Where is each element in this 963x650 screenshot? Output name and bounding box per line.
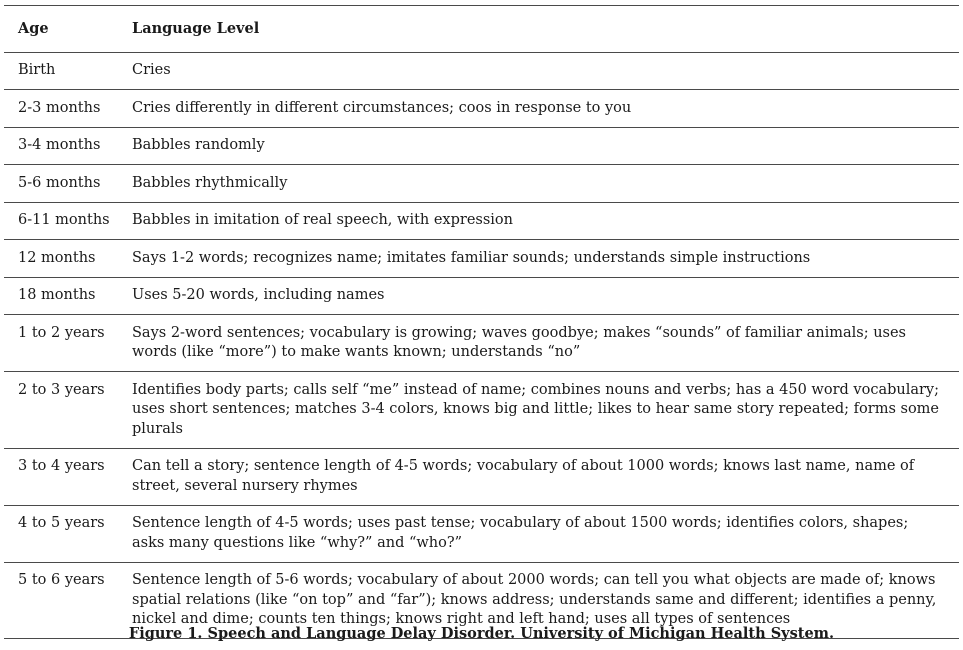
table-row bbox=[4, 90, 959, 128]
language-level-cell: Sentence length of 4-5 words; uses past tense; vocabulary of about 1500 words; identifies colors, shapes; asks many questions like “why?” and “who?” bbox=[116, 505, 959, 562]
column-header-age: Age bbox=[4, 6, 116, 53]
language-level-cell: Babbles rhythmically bbox=[116, 165, 959, 203]
language-level-cell: Cries bbox=[116, 52, 959, 90]
column-header-language-level: Language Level bbox=[116, 6, 959, 53]
language-level-cell: Sentence length of 5-6 words; vocabulary of about 2000 words; can tell you what objects are made of; knows spatial relations (like “on top” and “far”); knows address; understands same and different; identifies a penny, nickel and dime; counts ten things; knows right and left hand; uses all types of sentences bbox=[116, 562, 959, 639]
table-header-row bbox=[4, 6, 959, 53]
language-level-cell: Says 2-word sentences; vocabulary is growing; waves goodbye; makes “sounds” of familiar animals; uses words (like “more”) to make wants known; understands “no” bbox=[116, 315, 959, 372]
age-cell: 2 to 3 years bbox=[4, 372, 116, 449]
table-row bbox=[4, 52, 959, 90]
language-level-cell: Identifies body parts; calls self “me” instead of name; combines nouns and verbs; has a 450 word vocabulary; uses short sentences; matches 3-4 colors, knows big and little; likes to hear same story repeated; forms some plurals bbox=[116, 372, 959, 449]
table-row bbox=[4, 448, 959, 505]
table-row bbox=[4, 315, 959, 372]
age-cell: 1 to 2 years bbox=[4, 315, 116, 372]
table-row bbox=[4, 240, 959, 278]
table-row bbox=[4, 202, 959, 240]
language-level-cell: Babbles randomly bbox=[116, 127, 959, 165]
language-level-cell: Cries differently in different circumstances; coos in response to you bbox=[116, 90, 959, 128]
language-level-cell: Uses 5-20 words, including names bbox=[116, 277, 959, 315]
age-cell: 12 months bbox=[4, 240, 116, 278]
table-row bbox=[4, 165, 959, 203]
language-level-table bbox=[4, 5, 959, 639]
age-cell: 3-4 months bbox=[4, 127, 116, 165]
language-level-cell: Can tell a story; sentence length of 4-5 words; vocabulary of about 1000 words; knows last name, name of street, several nursery rhymes bbox=[116, 448, 959, 505]
table-row bbox=[4, 127, 959, 165]
age-cell: 6-11 months bbox=[4, 202, 116, 240]
age-cell: 18 months bbox=[4, 277, 116, 315]
language-level-cell: Says 1-2 words; recognizes name; imitates familiar sounds; understands simple instructions bbox=[116, 240, 959, 278]
table-row bbox=[4, 372, 959, 449]
age-cell: 4 to 5 years bbox=[4, 505, 116, 562]
language-level-cell: Babbles in imitation of real speech, with expression bbox=[116, 202, 959, 240]
age-cell: 2-3 months bbox=[4, 90, 116, 128]
age-cell: Birth bbox=[4, 52, 116, 90]
table-body bbox=[4, 52, 959, 639]
figure-caption: Figure 1. Speech and Language Delay Disorder. University of Michigan Health System. bbox=[128, 625, 835, 642]
age-cell: 5 to 6 years bbox=[4, 562, 116, 639]
age-cell: 5-6 months bbox=[4, 165, 116, 203]
table-row bbox=[4, 277, 959, 315]
age-cell: 3 to 4 years bbox=[4, 448, 116, 505]
table-row bbox=[4, 505, 959, 562]
